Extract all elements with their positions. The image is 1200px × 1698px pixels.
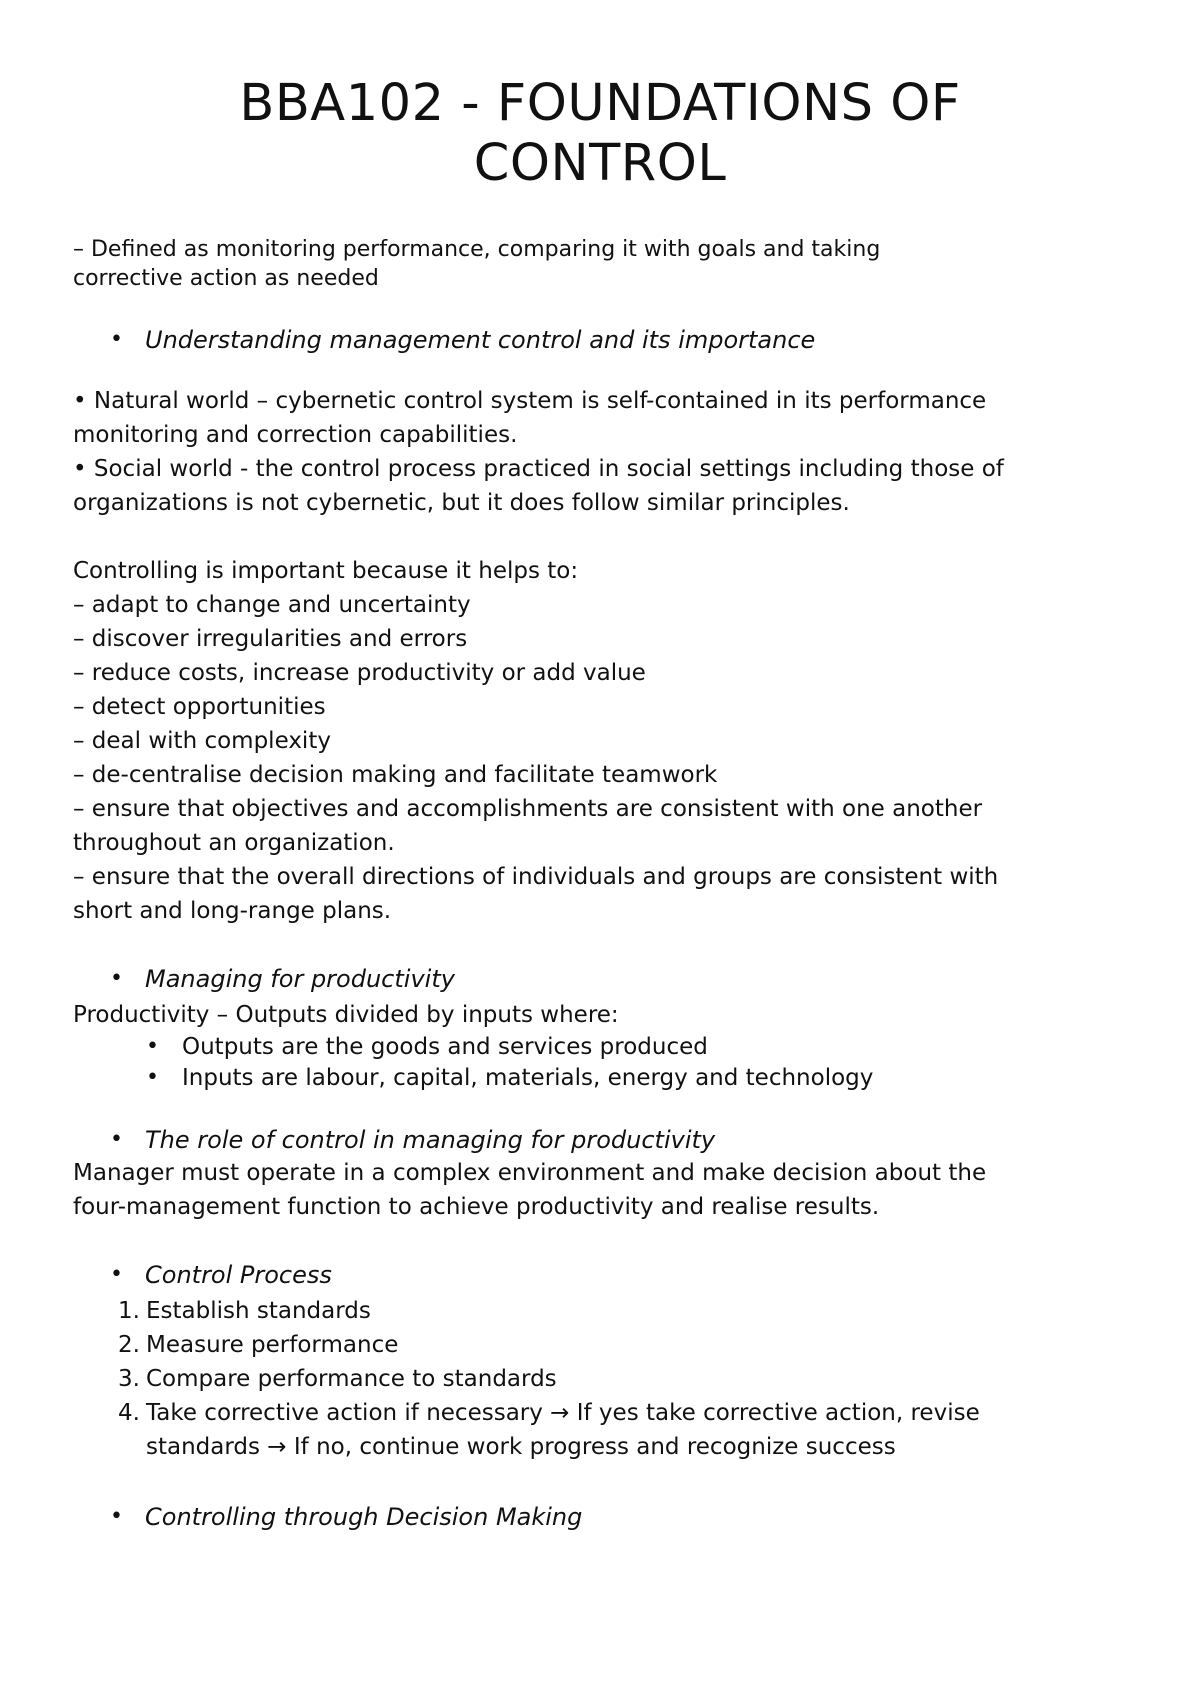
importance-item: – detect opportunities	[73, 694, 326, 720]
importance-intro: Controlling is important because it helps to:	[73, 558, 579, 584]
productivity-item: Inputs are labour, capital, materials, energy and technology	[182, 1065, 874, 1091]
bullet-icon: •	[110, 966, 123, 991]
definition-line-1: – Defined as monitoring performance, comparing it with goals and taking	[73, 237, 881, 262]
social-world-line-2: organizations is not cybernetic, but it does follow similar principles.	[73, 490, 850, 516]
importance-item: – deal with complexity	[73, 728, 331, 754]
bullet-icon: •	[110, 1127, 123, 1152]
importance-item: – de-centralise decision making and facilitate teamwork	[73, 762, 718, 788]
bullet-icon: •	[110, 1504, 123, 1529]
heading-role: The role of control in managing for productivity	[145, 1126, 716, 1154]
step-number: 3.	[118, 1366, 140, 1392]
step-number: 2.	[118, 1332, 140, 1358]
social-world-line-1: • Social world - the control process practiced in social settings including those of	[73, 456, 1004, 482]
role-text-line-1: Manager must operate in a complex environment and make decision about the	[73, 1160, 987, 1186]
step-number: 1.	[118, 1298, 140, 1324]
bullet-icon: •	[110, 327, 123, 352]
natural-world-line-1: • Natural world – cybernetic control system is self-contained in its performance	[73, 388, 987, 414]
title-line-2: CONTROL	[473, 134, 727, 193]
step-text: Compare performance to standards	[146, 1366, 557, 1392]
natural-world-line-2: monitoring and correction capabilities.	[73, 422, 518, 448]
definition-line-2: corrective action as needed	[73, 266, 379, 291]
step-text-continued: standards → If no, continue work progress and recognize success	[146, 1434, 896, 1460]
bullet-icon: •	[73, 388, 94, 414]
heading-understanding: Understanding management control and its importance	[145, 326, 816, 354]
step-text: Establish standards	[146, 1298, 371, 1324]
step-number: 4.	[118, 1400, 140, 1426]
productivity-definition: Productivity – Outputs divided by inputs where:	[73, 1002, 619, 1028]
heading-decision-making: Controlling through Decision Making	[145, 1503, 583, 1531]
step-text: Measure performance	[146, 1332, 399, 1358]
importance-item: – reduce costs, increase productivity or add value	[73, 660, 646, 686]
importance-item: throughout an organization.	[73, 830, 395, 856]
bullet-icon: •	[146, 1065, 159, 1090]
importance-item: – discover irregularities and errors	[73, 626, 468, 652]
importance-item: – adapt to change and uncertainty	[73, 592, 471, 618]
document-title	[0, 74, 1200, 194]
role-text-line-2: four-management function to achieve productivity and realise results.	[73, 1194, 880, 1220]
heading-control-process: Control Process	[145, 1261, 332, 1289]
bullet-icon: •	[73, 456, 94, 482]
importance-item: – ensure that objectives and accomplishments are consistent with one another	[73, 796, 983, 822]
title-line-1: BBA102 - FOUNDATIONS OF	[239, 74, 961, 133]
step-text: Take corrective action if necessary → If yes take corrective action, revise	[146, 1400, 980, 1426]
heading-productivity: Managing for productivity	[145, 965, 455, 993]
importance-item: short and long-range plans.	[73, 898, 392, 924]
importance-item: – ensure that the overall directions of individuals and groups are consistent with	[73, 864, 999, 890]
bullet-icon: •	[146, 1034, 159, 1059]
bullet-icon: •	[110, 1262, 123, 1287]
productivity-item: Outputs are the goods and services produced	[182, 1034, 708, 1060]
